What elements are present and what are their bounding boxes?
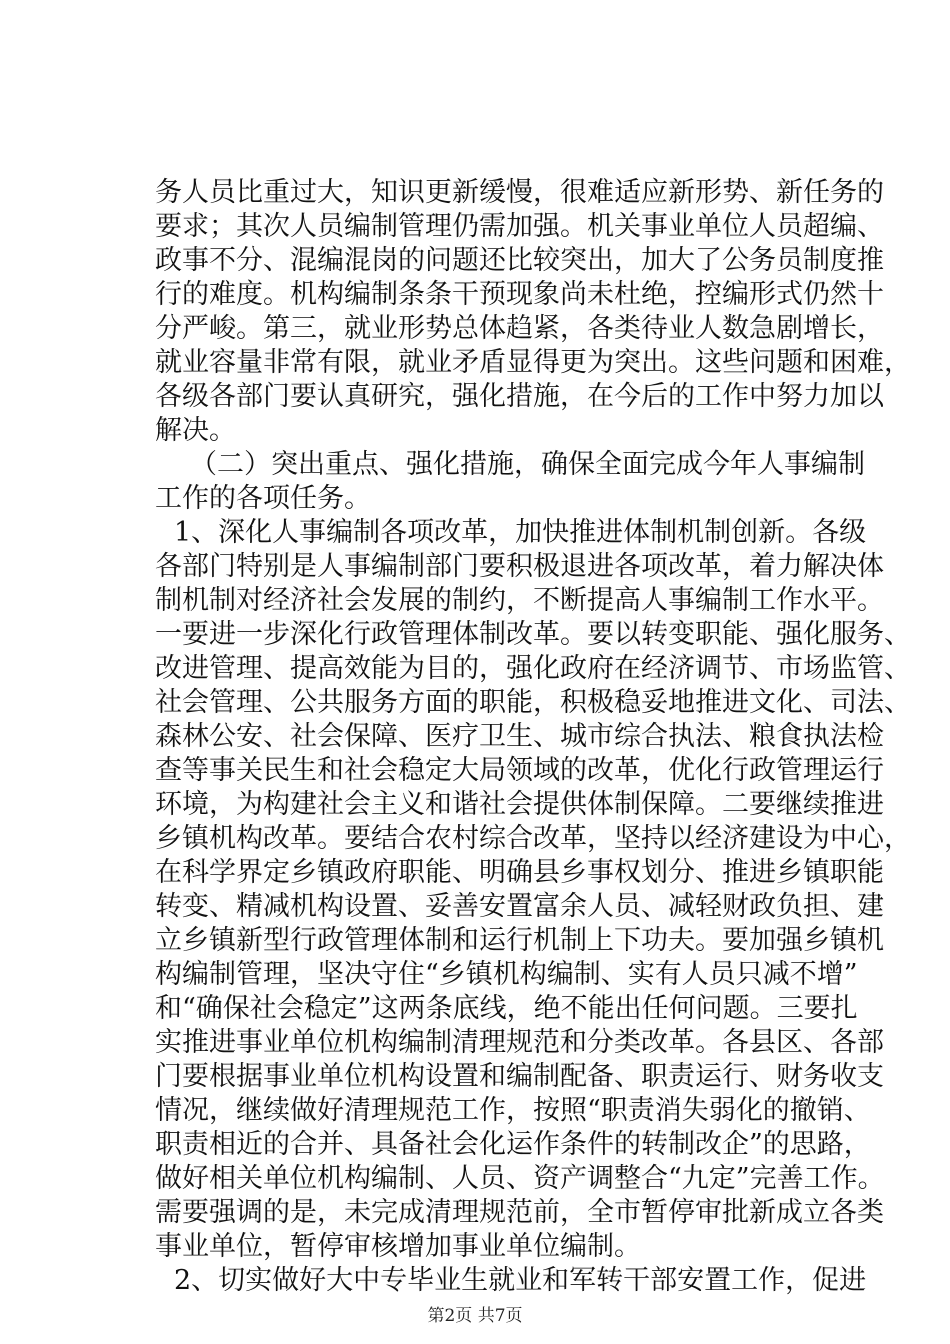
text-line: 1、深化人事编制各项改革，加快推进体制机制创新。各级 bbox=[174, 517, 867, 548]
text-line: 解决。 bbox=[155, 415, 236, 446]
text-line: 乡镇机构改革。要结合农村综合改革，坚持以经济建设为中心， bbox=[155, 823, 911, 854]
text-line: 事业单位，暂停审核增加事业单位编制。 bbox=[155, 1231, 641, 1262]
text-line: 构编制管理，坚决守住“乡镇机构编制、实有人员只减不增” bbox=[155, 959, 858, 990]
text-line: 实推进事业单位机构编制清理规范和分类改革。各县区、各部 bbox=[155, 1027, 884, 1058]
text-line: 查等事关民生和社会稳定大局领域的改革，优化行政管理运行 bbox=[155, 755, 884, 786]
text-line: 政事不分、混编混岗的问题还比较突出，加大了公务员制度推 bbox=[155, 245, 884, 276]
text-line: 要求；其次人员编制管理仍需加强。机关事业单位人员超编、 bbox=[155, 211, 884, 242]
text-line: 社会管理、公共服务方面的职能，积极稳妥地推进文化、司法、 bbox=[155, 687, 911, 718]
text-line: 分严峻。第三，就业形势总体趋紧，各类待业人数急剧增长， bbox=[155, 313, 884, 344]
text-line: 需要强调的是，未完成清理规范前，全市暂停审批新成立各类 bbox=[155, 1197, 884, 1228]
text-line: 制机制对经济社会发展的制约，不断提高人事编制工作水平。 bbox=[155, 585, 884, 616]
text-line: 做好相关单位机构编制、人员、资产调整合“九定”完善工作。 bbox=[155, 1163, 885, 1194]
text-line: 行的难度。机构编制条条干预现象尚未杜绝，控编形式仍然十 bbox=[155, 279, 884, 310]
text-line: 环境，为构建社会主义和谐社会提供体制保障。二要继续推进 bbox=[155, 789, 884, 820]
text-line: 森林公安、社会保障、医疗卫生、城市综合执法、粮食执法检 bbox=[155, 721, 884, 752]
text-line: 门要根据事业单位机构设置和编制配备、职责运行、财务收支 bbox=[155, 1061, 884, 1092]
text-line: 情况，继续做好清理规范工作，按照“职责消失弱化的撤销、 bbox=[155, 1095, 871, 1126]
text-line: 就业容量非常有限，就业矛盾显得更为突出。这些问题和困难， bbox=[155, 347, 911, 378]
text-line: 各部门特别是人事编制部门要积极退进各项改革，着力解决体 bbox=[155, 551, 884, 582]
text-line: 转变、精减机构设置、妥善安置富余人员、减轻财政负担、建 bbox=[155, 891, 884, 922]
text-line: 各级各部门要认真研究，强化措施，在今后的工作中努力加以 bbox=[155, 381, 884, 412]
text-line: 一要进一步深化行政管理体制改革。要以转变职能、强化服务、 bbox=[155, 619, 911, 650]
text-line: 在科学界定乡镇政府职能、明确县乡事权划分、推进乡镇职能 bbox=[155, 857, 884, 888]
text-line: 职责相近的合并、具备社会化运作条件的转制改企”的思路， bbox=[155, 1129, 871, 1160]
page-footer: 第2页 共7页 bbox=[427, 1306, 523, 1326]
section-heading-line: （二）突出重点、强化措施，确保全面完成今年人事编制 bbox=[190, 449, 865, 480]
text-line: 务人员比重过大，知识更新缓慢，很难适应新形势、新任务的 bbox=[155, 177, 884, 208]
text-line: 和“确保社会稳定”这两条底线，绝不能出任何问题。三要扎 bbox=[155, 993, 858, 1024]
text-line: 改进管理、提高效能为目的，强化政府在经济调节、市场监管、 bbox=[155, 653, 911, 684]
section-heading-line: 工作的各项任务。 bbox=[155, 483, 371, 514]
text-line: 立乡镇新型行政管理体制和运行机制上下功夫。要加强乡镇机 bbox=[155, 925, 884, 956]
text-line: 2、切实做好大中专毕业生就业和军转干部安置工作，促进 bbox=[174, 1265, 867, 1296]
